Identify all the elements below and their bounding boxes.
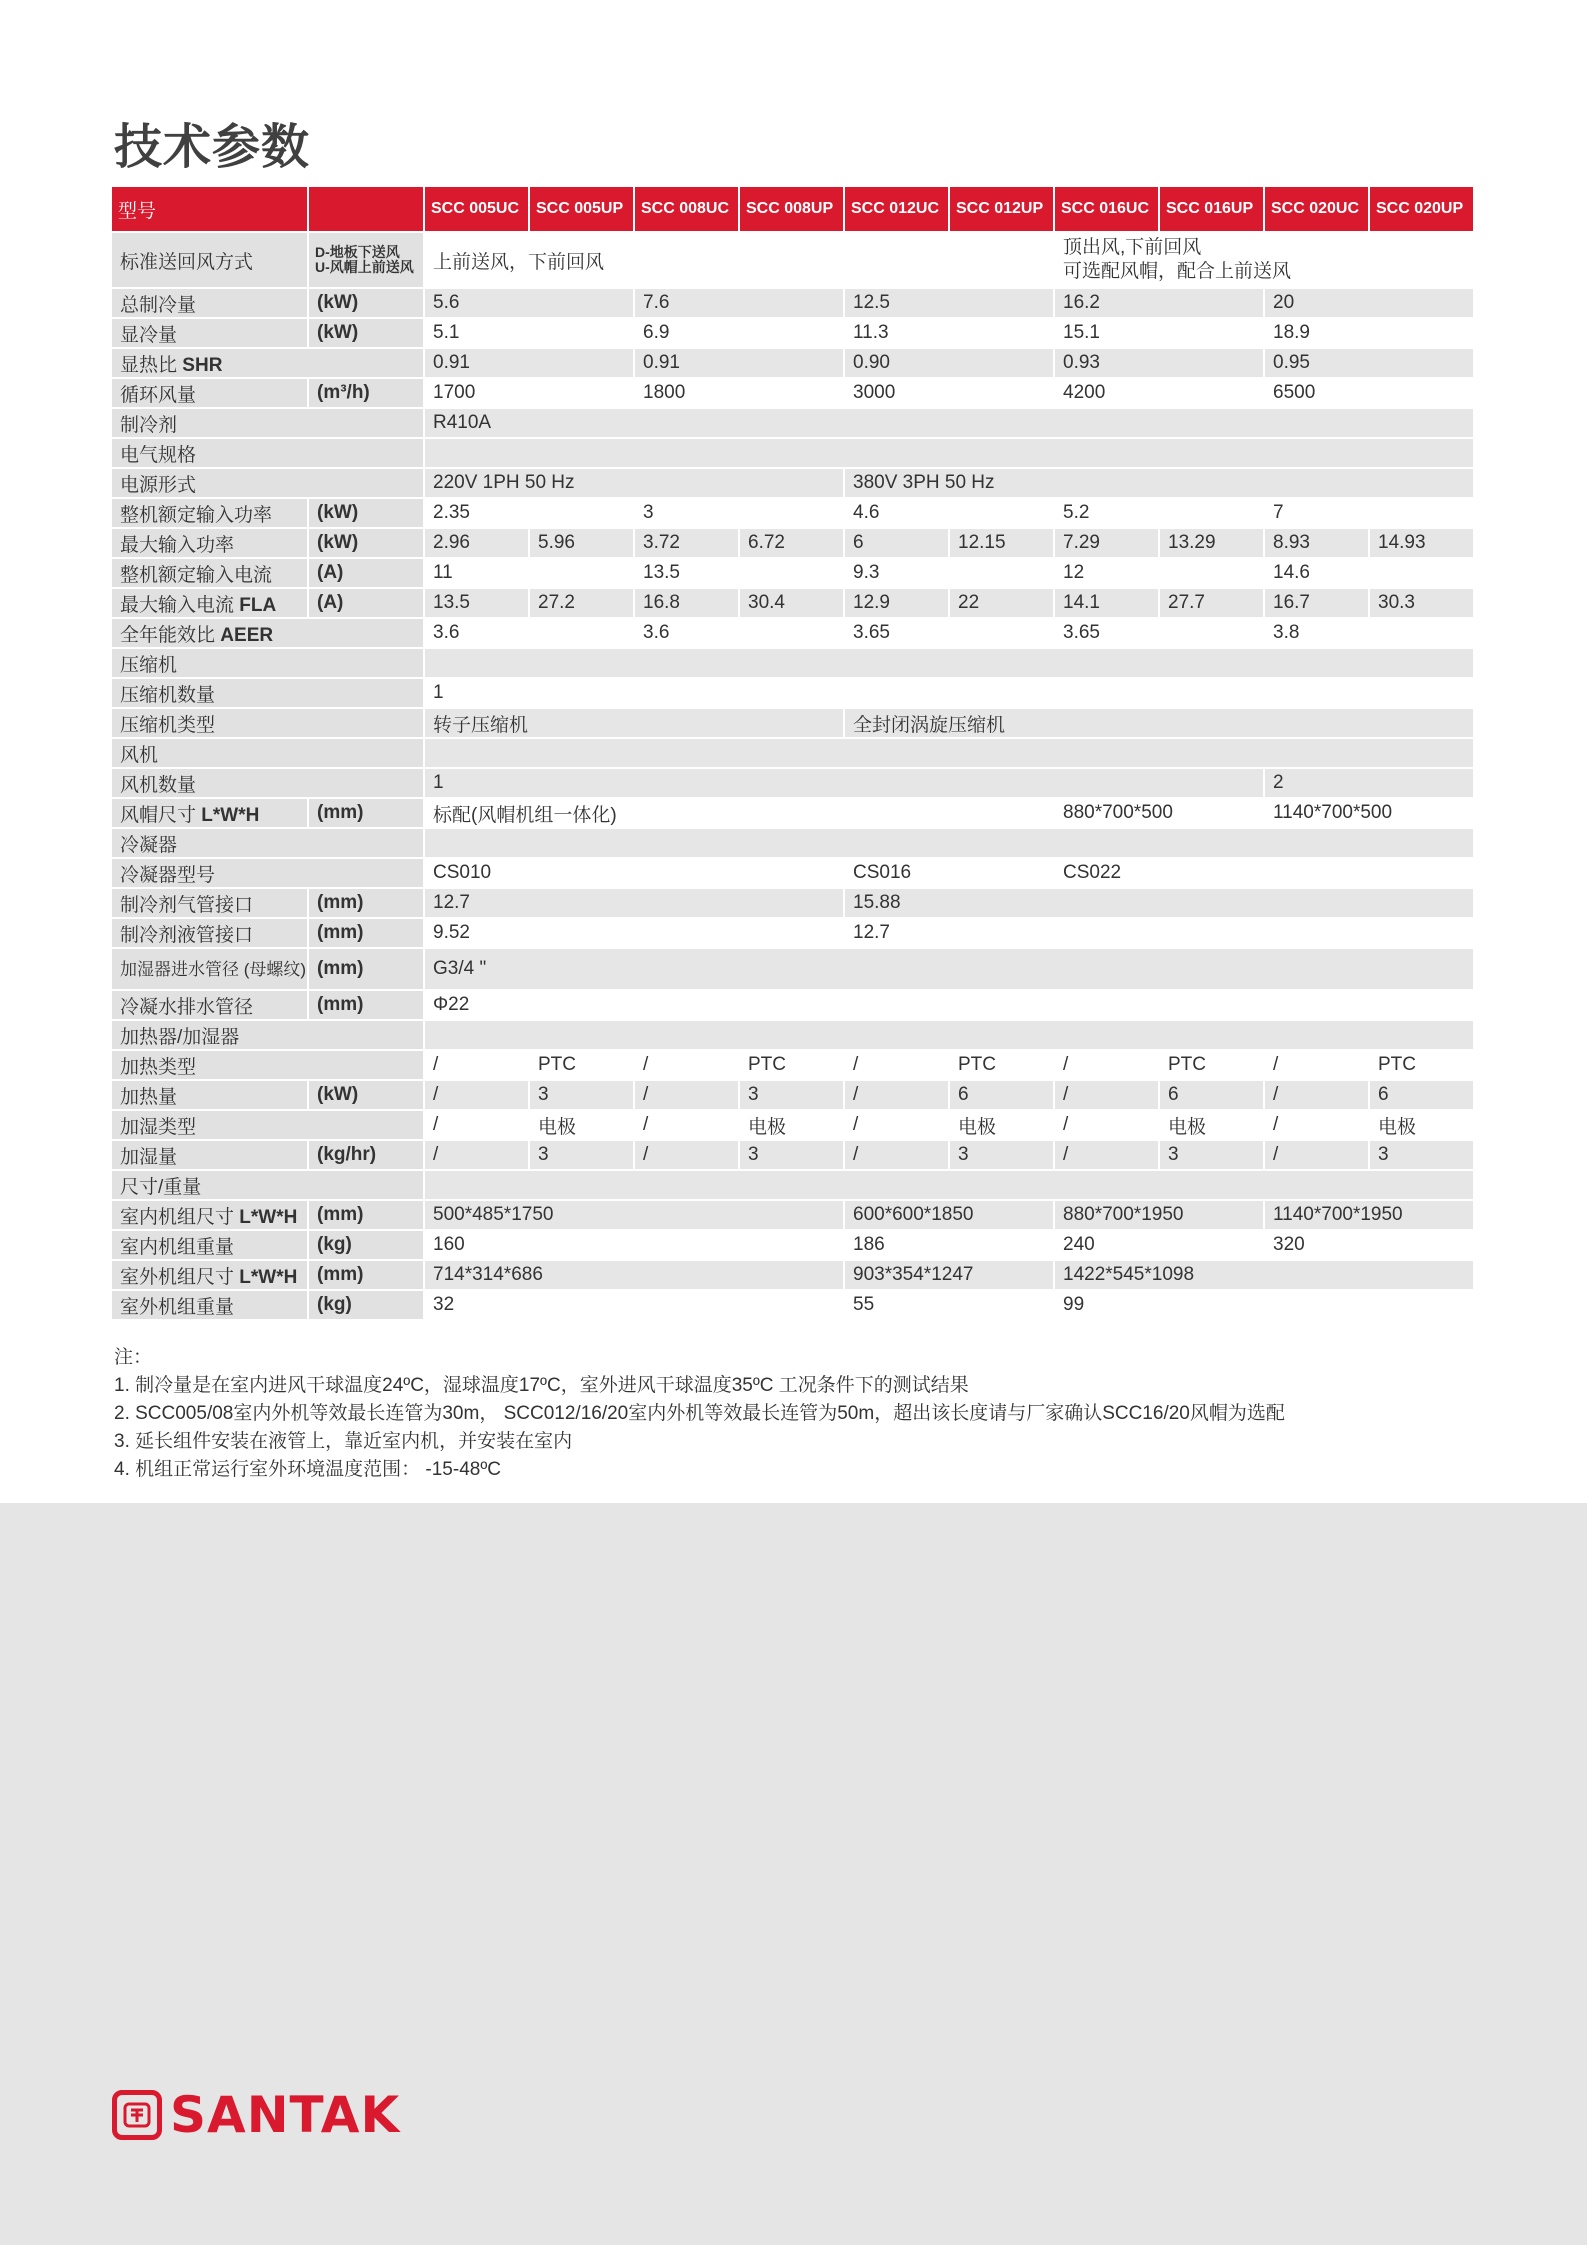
cell-value: 电极 [1369,1110,1474,1140]
cell-value: CS016 [844,858,1054,888]
cell-value: 22 [949,588,1054,618]
table-header-row [112,187,1474,232]
santak-logo-icon [112,2090,162,2140]
model-name: SCC 016UP [1159,187,1264,232]
table-row [112,798,1474,828]
table-row [112,318,1474,348]
table-row [112,558,1474,588]
cell-value: 11.3 [844,318,1054,348]
value-line: 顶出风,下前回风 [1063,237,1202,258]
cell-value: 6500 [1264,378,1474,408]
cell-value: / [844,1110,949,1140]
cell-value: 上前送风，下前回风 [424,232,1054,288]
note-item: 2. SCC005/08室内外机等效最长连管为30m， SCC012/16/20室内外机等效最长连管为50m，超出该长度请与厂家确认SCC16/20风帽为选配 [114,1403,1285,1424]
cell-value: 600*600*1850 [844,1200,1054,1230]
model-name: SCC 005UC [424,187,529,232]
cell-value: 903*354*1247 [844,1260,1054,1290]
cell-value: 12.7 [424,888,844,918]
table-row [112,1140,1474,1170]
cell-value: 2 [1264,768,1474,798]
cell-value: / [1054,1110,1159,1140]
cell-value: 3.6 [424,618,634,648]
row-label: 最大输入功率 [112,528,308,558]
cell-value: 55 [844,1290,1054,1320]
cell-value: 12.7 [844,918,1474,948]
cell-value: PTC [529,1050,634,1080]
cell-value: 7.29 [1054,528,1159,558]
cell-value: / [634,1050,739,1080]
cell-value: 1422*545*1098 [1054,1260,1474,1290]
cell-value: 5.1 [424,318,634,348]
table-row [112,1230,1474,1260]
cell-value: 3.65 [1054,618,1264,648]
row-label: 制冷剂液管接口 [112,918,308,948]
cell-value: 0.93 [1054,348,1264,378]
cell-value: CS010 [424,858,844,888]
cell-value: 13.5 [424,588,529,618]
cell-value: 5.6 [424,288,634,318]
cell-value: 0.90 [844,348,1054,378]
cell-value: 32 [424,1290,844,1320]
cell-value: 6.72 [739,528,844,558]
cell-value: 0.91 [424,348,634,378]
page-title: 技术参数 [114,119,311,175]
cell-value: 15.88 [844,888,1474,918]
cell-value: 3 [529,1140,634,1170]
cell-value: 16.2 [1054,288,1264,318]
section-label: 风机 [112,738,424,768]
cell-value: / [424,1140,529,1170]
unit-line: D-地板下送风 [315,244,400,260]
cell-value: 3 [529,1080,634,1110]
model-name: SCC 012UP [949,187,1054,232]
row-unit: (kW) [308,288,424,318]
cell-value: 20 [1264,288,1474,318]
cell-value: / [634,1110,739,1140]
spec-table [112,187,1475,1321]
cell-value: / [424,1080,529,1110]
model-name: SCC 020UP [1369,187,1474,232]
row-unit: (mm) [308,1260,424,1290]
section-row [112,828,1474,858]
cell-value [424,438,1474,468]
cell-value [424,1170,1474,1200]
model-name: SCC 008UP [739,187,844,232]
row-unit: (A) [308,588,424,618]
section-label: 压缩机 [112,648,424,678]
row-label: 总制冷量 [112,288,308,318]
row-unit: (kg) [308,1230,424,1260]
section-label: 电气规格 [112,438,424,468]
table-row [112,378,1474,408]
cell-value: 3 [634,498,844,528]
row-label: 加热类型 [112,1050,424,1080]
table-row [112,1290,1474,1320]
cell-value: 3 [739,1080,844,1110]
cell-value: R410A [424,408,1474,438]
table-row [112,1110,1474,1140]
cell-value: 电极 [1159,1110,1264,1140]
row-label [112,798,308,828]
cell-value: 9.3 [844,558,1054,588]
cell-value: PTC [1369,1050,1474,1080]
cell-value: Φ22 [424,990,1474,1020]
row-unit: (kg/hr) [308,1140,424,1170]
table-row [112,990,1474,1020]
row-label: 加热量 [112,1080,308,1110]
table-row [112,708,1474,738]
row-unit: (A) [308,558,424,588]
model-name: SCC 020UC [1264,187,1369,232]
cell-value: / [1054,1080,1159,1110]
value-line: 可选配风帽，配合上前送风 [1063,261,1292,282]
model-name: SCC 012UC [844,187,949,232]
row-label: 加湿类型 [112,1110,424,1140]
table-row [112,618,1474,648]
cell-value: 1 [424,768,1264,798]
section-row [112,438,1474,468]
cell-value: 15.1 [1054,318,1264,348]
table-row [112,588,1474,618]
cell-value: 7.6 [634,288,844,318]
row-label: 循环风量 [112,378,308,408]
cell-value: 8.93 [1264,528,1369,558]
cell-value: 880*700*1950 [1054,1200,1264,1230]
cell-value: 全封闭涡旋压缩机 [844,708,1474,738]
cell-value: / [1054,1050,1159,1080]
cell-value: 1140*700*500 [1264,798,1474,828]
table-row [112,1080,1474,1110]
row-unit: (mm) [308,990,424,1020]
table-row [112,528,1474,558]
cell-value: 27.7 [1159,588,1264,618]
row-label [112,1200,308,1230]
row-label: 室外机组重量 [112,1290,308,1320]
cell-value: 电极 [529,1110,634,1140]
cell-value: 转子压缩机 [424,708,844,738]
cell-value: 5.96 [529,528,634,558]
row-label [112,348,424,378]
cell-value: 240 [1054,1230,1264,1260]
row-label: 加湿器进水管径 (母螺纹) [112,948,308,990]
cell-value: 6 [1159,1080,1264,1110]
notes [114,1344,1285,1484]
table-row [112,408,1474,438]
cell-value: 12 [1054,558,1264,588]
cell-value: 电极 [949,1110,1054,1140]
cell-value: 186 [844,1230,1054,1260]
table-row [112,498,1474,528]
cell-value: 2.35 [424,498,634,528]
row-label: 整机额定输入电流 [112,558,308,588]
label-text: 显热比 [120,354,178,376]
cell-value: 27.2 [529,588,634,618]
row-label: 风机数量 [112,768,424,798]
note-item: 1. 制冷量是在室内进风干球温度24ºC，湿球温度17ºC，室外进风干球温度35ºC 工况条件下的测试结果 [114,1375,969,1396]
row-label: 室内机组重量 [112,1230,308,1260]
row-label: 显冷量 [112,318,308,348]
cell-value: 3 [1369,1140,1474,1170]
cell-value: 1700 [424,378,634,408]
cell-value: 12.15 [949,528,1054,558]
cell-value: 6 [949,1080,1054,1110]
cell-value: 9.52 [424,918,844,948]
note-item: 4. 机组正常运行室外环境温度范围： -15-48ºC [114,1459,501,1480]
cell-value: 1800 [634,378,844,408]
label-symbol: AEER [220,624,274,646]
row-unit: (kW) [308,318,424,348]
cell-value: PTC [949,1050,1054,1080]
santak-logo [112,2085,400,2145]
cell-value: 500*485*1750 [424,1200,844,1230]
row-label: 冷凝器型号 [112,858,424,888]
cell-value: 3 [1159,1140,1264,1170]
cell-value: 3.8 [1264,618,1474,648]
model-name: SCC 005UP [529,187,634,232]
row-label: 压缩机类型 [112,708,424,738]
cell-value: 12.9 [844,588,949,618]
cell-value: 30.4 [739,588,844,618]
cell-value: / [1264,1140,1369,1170]
label-symbol: L*W*H [239,1206,298,1228]
row-label: 电源形式 [112,468,424,498]
cell-value: 14.1 [1054,588,1159,618]
label-text: 最大输入电流 [120,594,235,616]
row-unit: (mm) [308,918,424,948]
cell-value: 220V 1PH 50 Hz [424,468,844,498]
cell-value: / [844,1050,949,1080]
section-label: 尺寸/重量 [112,1170,424,1200]
row-unit: (mm) [308,798,424,828]
label-text: 室外机组尺寸 [120,1266,235,1288]
notes-heading: 注： [114,1347,153,1368]
row-label: 加湿量 [112,1140,308,1170]
table-row [112,888,1474,918]
label-symbol: L*W*H [239,1266,298,1288]
row-unit: (mm) [308,888,424,918]
cell-value: 6.9 [634,318,844,348]
cell-value: 3.6 [634,618,844,648]
cell-value: CS022 [1054,858,1474,888]
table-row [112,678,1474,708]
cell-value: 3.72 [634,528,739,558]
cell-value: 1 [424,678,1474,708]
cell-value: 3000 [844,378,1054,408]
cell-value: / [634,1140,739,1170]
note-item: 3. 延长组件安装在液管上，靠近室内机，并安装在室内 [114,1431,573,1452]
table-row [112,768,1474,798]
cell-value: 7 [1264,498,1474,528]
cell-value: PTC [1159,1050,1264,1080]
cell-value: 16.7 [1264,588,1369,618]
row-label: 标准送回风方式 [112,232,308,288]
table-row [112,1200,1474,1230]
cell-value: 12.5 [844,288,1054,318]
row-unit: (mm) [308,1200,424,1230]
section-row [112,738,1474,768]
cell-value: 0.95 [1264,348,1474,378]
row-unit: (kg) [308,1290,424,1320]
cell-value: 3 [949,1140,1054,1170]
row-label [112,618,424,648]
cell-value: / [1264,1050,1369,1080]
cell-value: 16.8 [634,588,739,618]
cell-value [424,738,1474,768]
cell-value: / [424,1110,529,1140]
row-unit: (kW) [308,1080,424,1110]
cell-value: / [1264,1080,1369,1110]
cell-value [424,828,1474,858]
cell-value [424,1020,1474,1050]
table-row [112,858,1474,888]
cell-value: 99 [1054,1290,1474,1320]
cell-value: 320 [1264,1230,1474,1260]
model-name: SCC 016UC [1054,187,1159,232]
cell-value: 5.2 [1054,498,1264,528]
cell-value: 电极 [739,1110,844,1140]
label-text: 室内机组尺寸 [120,1206,235,1228]
table-row [112,918,1474,948]
cell-value: / [1264,1110,1369,1140]
cell-value [1054,232,1474,288]
cell-value: / [844,1140,949,1170]
cell-value [424,648,1474,678]
cell-value: 13.29 [1159,528,1264,558]
cell-value: 6 [844,528,949,558]
cell-value: 14.6 [1264,558,1474,588]
cell-value: 13.5 [634,558,844,588]
cell-value: 4.6 [844,498,1054,528]
row-label: 整机额定输入功率 [112,498,308,528]
model-name: SCC 008UC [634,187,739,232]
cell-value: 3 [739,1140,844,1170]
row-label: 冷凝水排水管径 [112,990,308,1020]
cell-value: / [634,1080,739,1110]
section-label: 冷凝器 [112,828,424,858]
row-unit: (kW) [308,498,424,528]
label-symbol: L*W*H [201,804,260,826]
table-row [112,232,1474,288]
table-row [112,468,1474,498]
cell-value: 11 [424,558,634,588]
cell-value: / [844,1080,949,1110]
table-row [112,948,1474,990]
cell-value: 4200 [1054,378,1264,408]
section-row [112,1020,1474,1050]
header-label: 型号 [112,187,308,232]
header-unit-cell [308,187,424,232]
table-row [112,348,1474,378]
cell-value: 714*314*686 [424,1260,844,1290]
label-text: 风帽尺寸 [120,804,197,826]
cell-value: 30.3 [1369,588,1474,618]
row-label [112,588,308,618]
cell-value: 160 [424,1230,844,1260]
cell-value: 14.93 [1369,528,1474,558]
row-unit: (mm) [308,948,424,990]
table-row [112,1050,1474,1080]
label-symbol: FLA [239,594,277,616]
cell-value: 6 [1369,1080,1474,1110]
row-unit: (m³/h) [308,378,424,408]
cell-value: 3.65 [844,618,1054,648]
label-symbol: SHR [182,354,223,376]
cell-value: 标配(风帽机组一体化) [424,798,1054,828]
section-row [112,1170,1474,1200]
brand-name: SANTAK [170,2086,401,2144]
cell-value: 880*700*500 [1054,798,1264,828]
table-row [112,288,1474,318]
section-label: 加热器/加湿器 [112,1020,424,1050]
cell-value: 380V 3PH 50 Hz [844,468,1474,498]
cell-value: / [1054,1140,1159,1170]
row-label: 制冷剂 [112,408,424,438]
cell-value: / [424,1050,529,1080]
section-row [112,648,1474,678]
row-unit [308,232,424,288]
row-label: 制冷剂气管接口 [112,888,308,918]
table-row [112,1260,1474,1290]
cell-value: 2.96 [424,528,529,558]
cell-value: 0.91 [634,348,844,378]
row-label: 压缩机数量 [112,678,424,708]
cell-value: G3/4 " [424,948,1474,990]
cell-value: 1140*700*1950 [1264,1200,1474,1230]
cell-value: PTC [739,1050,844,1080]
label-text: 全年能效比 [120,624,216,646]
row-label [112,1260,308,1290]
cell-value: 18.9 [1264,318,1474,348]
row-unit: (kW) [308,528,424,558]
unit-line: U-风帽上前送风 [315,259,414,275]
